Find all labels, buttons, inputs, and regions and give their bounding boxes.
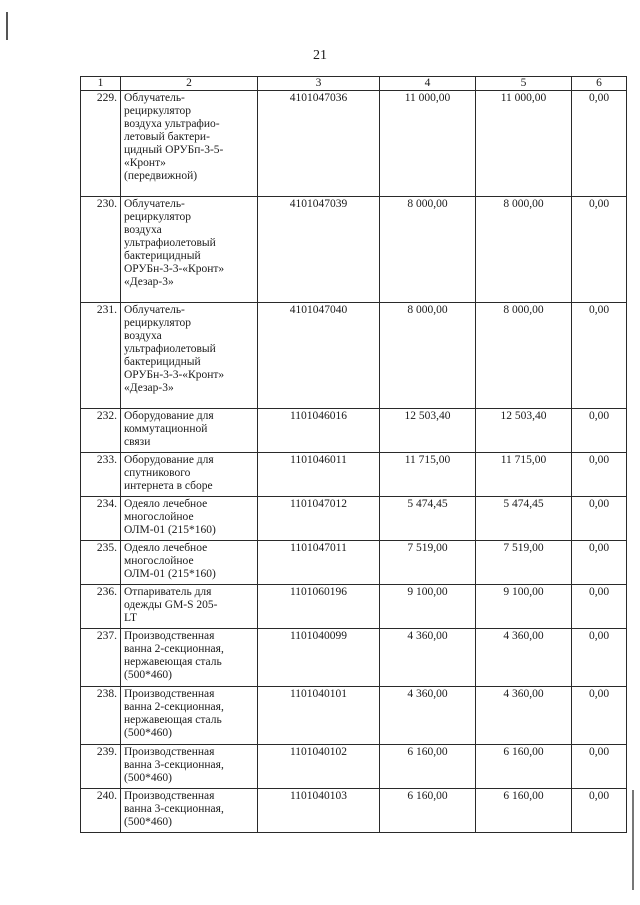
book-value: 11 715,00 [380, 453, 476, 497]
book-value: 5 474,45 [380, 497, 476, 541]
table-row [81, 303, 627, 409]
depreciation-value: 11 000,00 [476, 91, 572, 197]
inventory-code: 4101047036 [258, 91, 380, 197]
item-name: Отпариватель для одежды GM-S 205- LT [121, 585, 258, 629]
table-row [81, 453, 627, 497]
row-number: 234. [81, 497, 121, 541]
column-header: 5 [476, 77, 572, 91]
scan-margin-mark [6, 12, 8, 40]
row-number: 231. [81, 303, 121, 409]
table-header-row [81, 77, 627, 91]
book-value: 8 000,00 [380, 303, 476, 409]
row-number: 236. [81, 585, 121, 629]
book-value: 6 160,00 [380, 745, 476, 789]
item-name: Производственная ванна 2-секционная, нержавеющая сталь (500*460) [121, 687, 258, 745]
book-value: 6 160,00 [380, 789, 476, 833]
depreciation-value: 6 160,00 [476, 789, 572, 833]
depreciation-value: 8 000,00 [476, 303, 572, 409]
row-number: 232. [81, 409, 121, 453]
inventory-code: 1101046016 [258, 409, 380, 453]
depreciation-value: 7 519,00 [476, 541, 572, 585]
row-number: 229. [81, 91, 121, 197]
column-header: 1 [81, 77, 121, 91]
item-name: Облучатель- рециркулятор воздуха ультрафиолетовый бактерицидный ОРУБн-3-3-«Кронт» «Дезар-3» [121, 197, 258, 303]
row-number: 238. [81, 687, 121, 745]
book-value: 8 000,00 [380, 197, 476, 303]
item-name: Оборудование для спутникового интернета в сборе [121, 453, 258, 497]
residual-value: 0,00 [572, 745, 627, 789]
table-row [81, 745, 627, 789]
inventory-code: 1101060196 [258, 585, 380, 629]
residual-value: 0,00 [572, 303, 627, 409]
book-value: 7 519,00 [380, 541, 476, 585]
depreciation-value: 8 000,00 [476, 197, 572, 303]
item-name: Одеяло лечебное многослойное ОЛМ-01 (215*160) [121, 541, 258, 585]
row-number: 230. [81, 197, 121, 303]
column-header: 2 [121, 77, 258, 91]
residual-value: 0,00 [572, 585, 627, 629]
table-row [81, 409, 627, 453]
table-row [81, 197, 627, 303]
table-row [81, 629, 627, 687]
residual-value: 0,00 [572, 497, 627, 541]
residual-value: 0,00 [572, 629, 627, 687]
depreciation-value: 4 360,00 [476, 687, 572, 745]
inventory-code: 1101047012 [258, 497, 380, 541]
item-name: Облучатель- рециркулятор воздуха ультрафиолетовый бактерицидный ОРУБн-3-3-«Кронт» «Дезар-3» [121, 303, 258, 409]
inventory-code: 1101046011 [258, 453, 380, 497]
depreciation-value: 4 360,00 [476, 629, 572, 687]
item-name: Производственная ванна 3-секционная, (500*460) [121, 745, 258, 789]
table-row [81, 541, 627, 585]
depreciation-value: 6 160,00 [476, 745, 572, 789]
inventory-code: 4101047039 [258, 197, 380, 303]
residual-value: 0,00 [572, 453, 627, 497]
item-name: Производственная ванна 2-секционная, нержавеющая сталь (500*460) [121, 629, 258, 687]
inventory-code: 1101040099 [258, 629, 380, 687]
item-name: Оборудование для коммутационной связи [121, 409, 258, 453]
item-name: Производственная ванна 3-секционная, (500*460) [121, 789, 258, 833]
residual-value: 0,00 [572, 91, 627, 197]
residual-value: 0,00 [572, 409, 627, 453]
table-row [81, 585, 627, 629]
scan-margin-mark [632, 790, 634, 890]
book-value: 4 360,00 [380, 629, 476, 687]
residual-value: 0,00 [572, 687, 627, 745]
inventory-code: 1101040101 [258, 687, 380, 745]
item-name: Одеяло лечебное многослойное ОЛМ-01 (215*160) [121, 497, 258, 541]
residual-value: 0,00 [572, 541, 627, 585]
book-value: 11 000,00 [380, 91, 476, 197]
column-header: 4 [380, 77, 476, 91]
inventory-code: 1101047011 [258, 541, 380, 585]
residual-value: 0,00 [572, 197, 627, 303]
depreciation-value: 11 715,00 [476, 453, 572, 497]
book-value: 9 100,00 [380, 585, 476, 629]
table-row [81, 497, 627, 541]
inventory-code: 1101040103 [258, 789, 380, 833]
depreciation-value: 9 100,00 [476, 585, 572, 629]
inventory-table [80, 76, 627, 833]
book-value: 4 360,00 [380, 687, 476, 745]
depreciation-value: 5 474,45 [476, 497, 572, 541]
item-name: Облучатель- рециркулятор воздуха ультрафио- летовый бактери- цидный ОРУБп-3-5- «Кронт» (передвижной) [121, 91, 258, 197]
table-row [81, 789, 627, 833]
column-header: 6 [572, 77, 627, 91]
inventory-code: 4101047040 [258, 303, 380, 409]
column-header: 3 [258, 77, 380, 91]
row-number: 233. [81, 453, 121, 497]
row-number: 240. [81, 789, 121, 833]
book-value: 12 503,40 [380, 409, 476, 453]
row-number: 239. [81, 745, 121, 789]
table-row [81, 91, 627, 197]
inventory-code: 1101040102 [258, 745, 380, 789]
residual-value: 0,00 [572, 789, 627, 833]
row-number: 235. [81, 541, 121, 585]
depreciation-value: 12 503,40 [476, 409, 572, 453]
row-number: 237. [81, 629, 121, 687]
page-number: 21 [313, 48, 327, 63]
table-row [81, 687, 627, 745]
